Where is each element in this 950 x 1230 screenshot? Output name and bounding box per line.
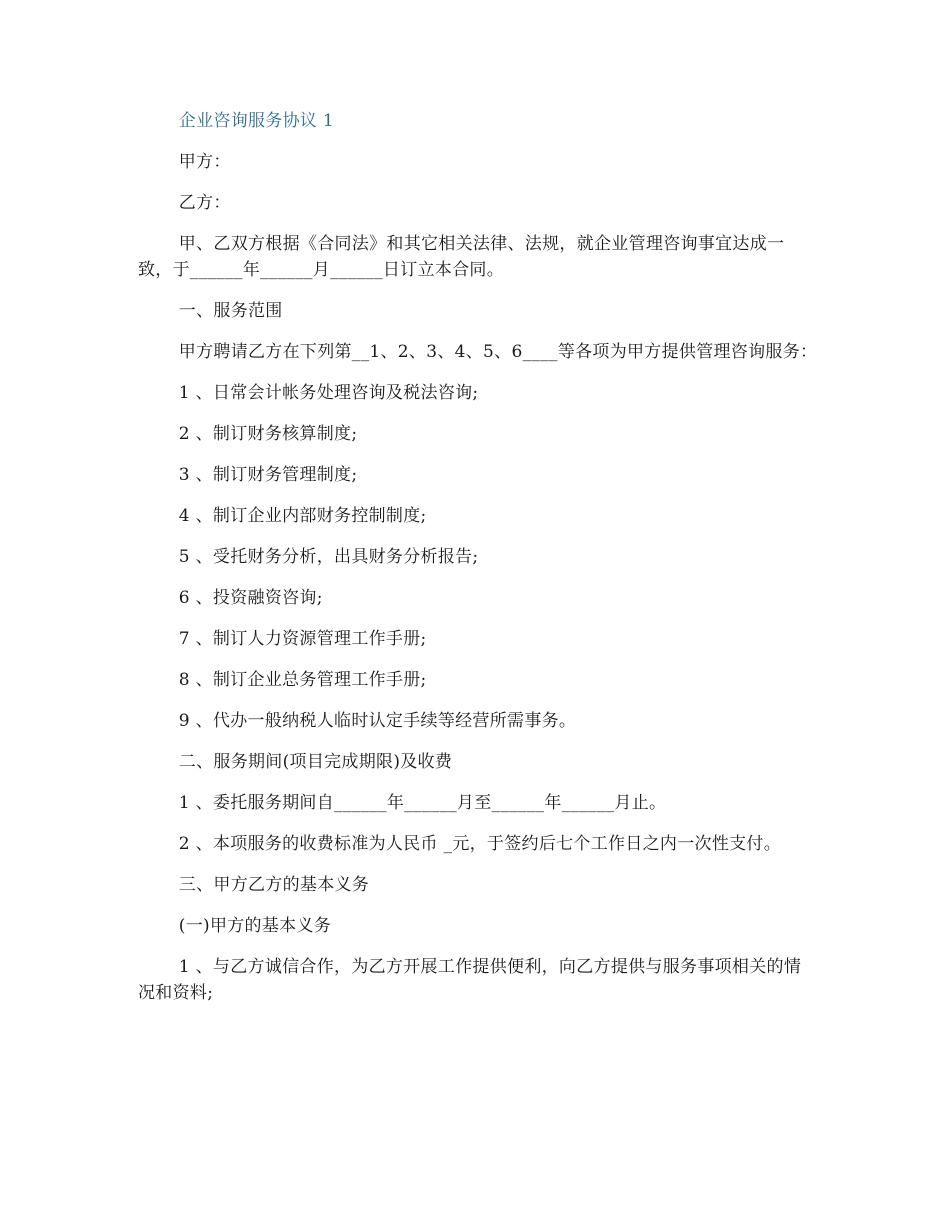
paragraph-party-b: 乙方： (178, 193, 231, 213)
list-item: 3 、制订财务管理制度; (178, 465, 358, 485)
section-heading-scope: 一、服务范围 (178, 301, 283, 321)
list-item: 7 、制订人力资源管理工作手册; (178, 629, 427, 649)
section-heading-period-fees: 二、服务期间(项目完成期限)及收费 (178, 752, 453, 772)
list-item: 9 、代办一般纳税人临时认定手续等经营所需事务。 (178, 711, 577, 731)
list-item: 1 、委托服务期间自______年______月至______年______月止。 (178, 793, 667, 813)
paragraph-scope-intro: 甲方聘请乙方在下列第__1、2、3、4、5、6____等各项为甲方提供管理咨询服务： (178, 342, 818, 362)
document-body (138, 108, 818, 1021)
list-item: 2 、本项服务的收费标准为人民币 _元，于签约后七个工作日之内一次性支付。 (178, 834, 782, 854)
list-item: 6 、投资融资咨询; (178, 588, 323, 608)
list-item: 8 、制订企业总务管理工作手册; (178, 670, 427, 690)
list-item: 1 、日常会计帐务处理咨询及税法咨询; (178, 383, 479, 403)
subsection-heading-party-a-obligations: (一)甲方的基本义务 (178, 916, 332, 936)
list-item: 5 、受托财务分析，出具财务分析报告; (178, 547, 479, 567)
document-title: 企业咨询服务协议 1 (178, 111, 335, 131)
list-item: 1 、与乙方诚信合作，为乙方开展工作提供便利，向乙方提供与服务事项相关的情况和资料; (138, 957, 802, 1003)
list-item: 2 、制订财务核算制度; (178, 424, 358, 444)
paragraph-preamble: 甲、乙双方根据《合同法》和其它相关法律、法规，就企业管理咨询事宜达成一致，于______年______月______日订立本合同。 (138, 234, 785, 280)
paragraph-party-a: 甲方： (178, 152, 231, 172)
section-heading-obligations: 三、甲方乙方的基本义务 (178, 875, 370, 895)
list-item: 4 、制订企业内部财务控制制度; (178, 506, 427, 526)
